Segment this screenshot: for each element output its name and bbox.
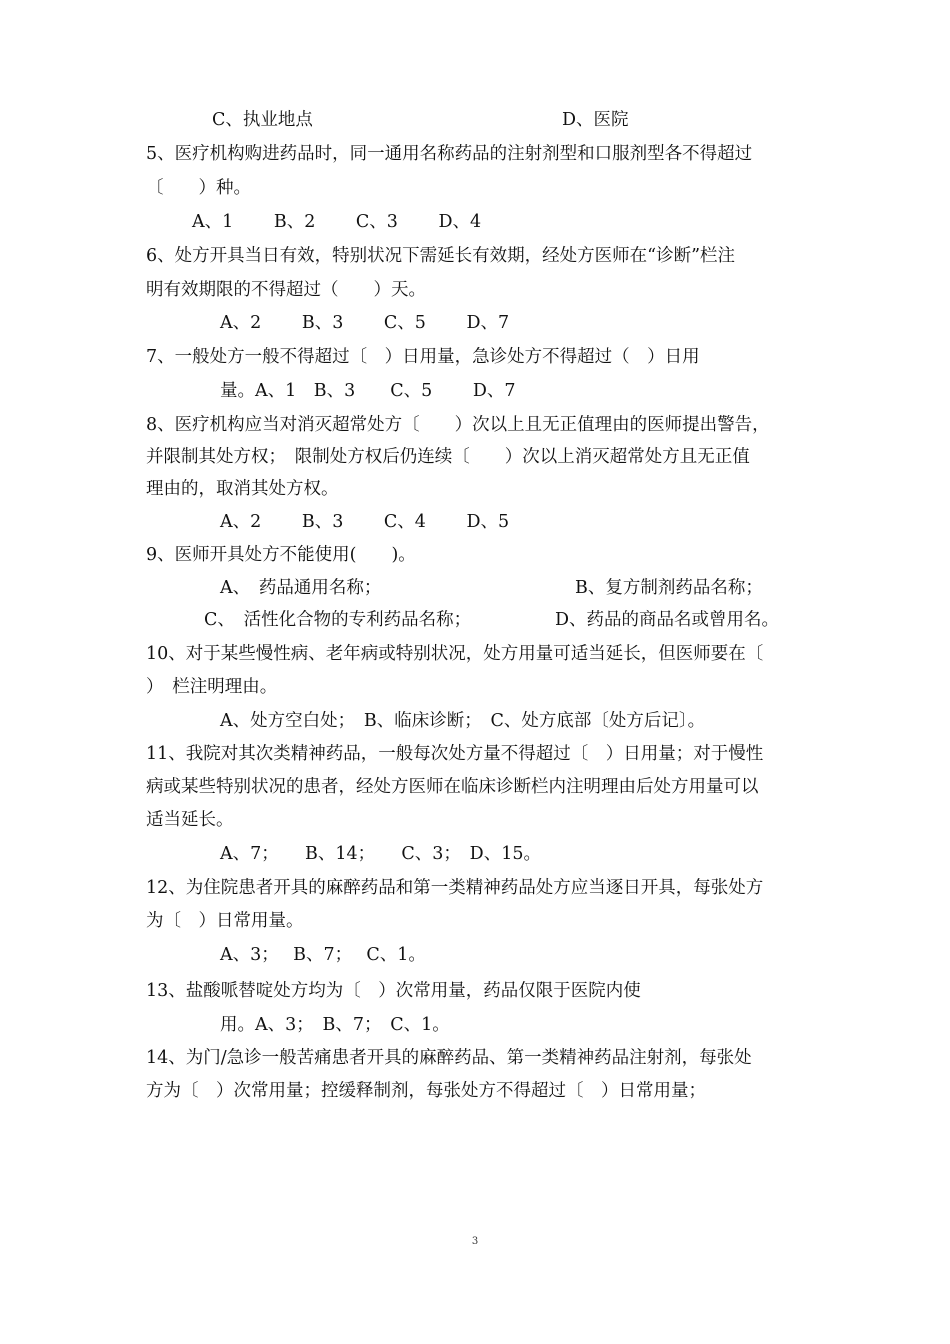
question-11-options: A、7； B、14； C、3； D、15。 — [220, 844, 541, 864]
question-14-line-2: 方为〔 ）次常用量；控缓释制剂，每张处方不得超过〔 ）日常用量； — [146, 1081, 706, 1101]
question-6-line-2: 明有效期限的不得超过（ ）天。 — [146, 280, 426, 300]
question-6-options: A、2 B、3 C、5 D、7 — [220, 313, 510, 333]
option-d: D、药品的商品名或曾用名。 — [555, 610, 780, 630]
question-9-line-1: 9、医师开具处方不能使用( )。 — [146, 545, 416, 565]
question-5-line-2: 〔 ）种。 — [146, 178, 251, 198]
question-8-line-3: 理由的，取消其处方权。 — [146, 479, 339, 499]
option-b: B、复方制剂药品名称； — [575, 578, 763, 598]
question-14-line-1: 14、为门/急诊一般苦痛患者开具的麻醉药品、第一类精神药品注射剂，每张处 — [146, 1048, 752, 1068]
option-c: C、 活性化合物的专利药品名称； — [204, 610, 472, 630]
question-8-line-2: 并限制其处方权； 限制处方权后仍连续〔 ）次以上消灭超常处方且无正值 — [146, 447, 750, 467]
question-12-options: A、3； B、7； C、1。 — [220, 945, 426, 965]
question-10-line-1: 10、对于某些慢性病、老年病或特别状况，处方用量可适当延长，但医师要在〔 — [146, 644, 764, 664]
question-8-line-1: 8、医疗机构应当对消灭超常处方〔 ）次以上且无正值理由的医师提出警告， — [146, 415, 770, 435]
option-d: D、医院 — [562, 110, 629, 130]
question-13-line-2: 用。A、3； B、7； C、1。 — [220, 1015, 450, 1035]
question-10-options: A、处方空白处； B、临床诊断； C、处方底部〔处方后记〕。 — [220, 711, 706, 731]
question-8-options: A、2 B、3 C、4 D、5 — [220, 512, 510, 532]
question-5-line-1: 5、医疗机构购进药品时，同一通用名称药品的注射剂型和口服剂型各不得超过 — [146, 144, 753, 164]
question-11-line-2: 病或某些特别状况的患者，经处方医师在临床诊断栏内注明理由后处方用量可以 — [146, 777, 759, 797]
page-number: 3 — [471, 1236, 479, 1247]
question-13-line-1: 13、盐酸哌替啶处方均为〔 ）次常用量，药品仅限于医院内使 — [146, 981, 641, 1001]
option-a: A、 药品通用名称； — [220, 578, 382, 598]
question-7-line-2: 量。A、1 B、3 C、5 D、7 — [220, 381, 516, 401]
question-12-line-2: 为〔 ）日常用量。 — [146, 911, 304, 931]
question-11-line-3: 适当延长。 — [146, 810, 234, 830]
question-11-line-1: 11、我院对其次类精神药品，一般每次处方量不得超过〔 ）日用量；对于慢性 — [146, 744, 764, 764]
question-12-line-1: 12、为住院患者开具的麻醉药品和第一类精神药品处方应当逐日开具，每张处方 — [146, 878, 764, 898]
question-7-line-1: 7、一般处方一般不得超过〔 ）日用量，急诊处方不得超过（ ）日用 — [146, 347, 700, 367]
option-c: C、执业地点 — [212, 110, 313, 130]
question-6-line-1: 6、处方开具当日有效，特别状况下需延长有效期，经处方医师在“诊断”栏注 — [146, 246, 736, 266]
question-5-options: A、1 B、2 C、3 D、4 — [192, 212, 482, 232]
question-10-line-2: ） 栏注明理由。 — [146, 677, 278, 697]
